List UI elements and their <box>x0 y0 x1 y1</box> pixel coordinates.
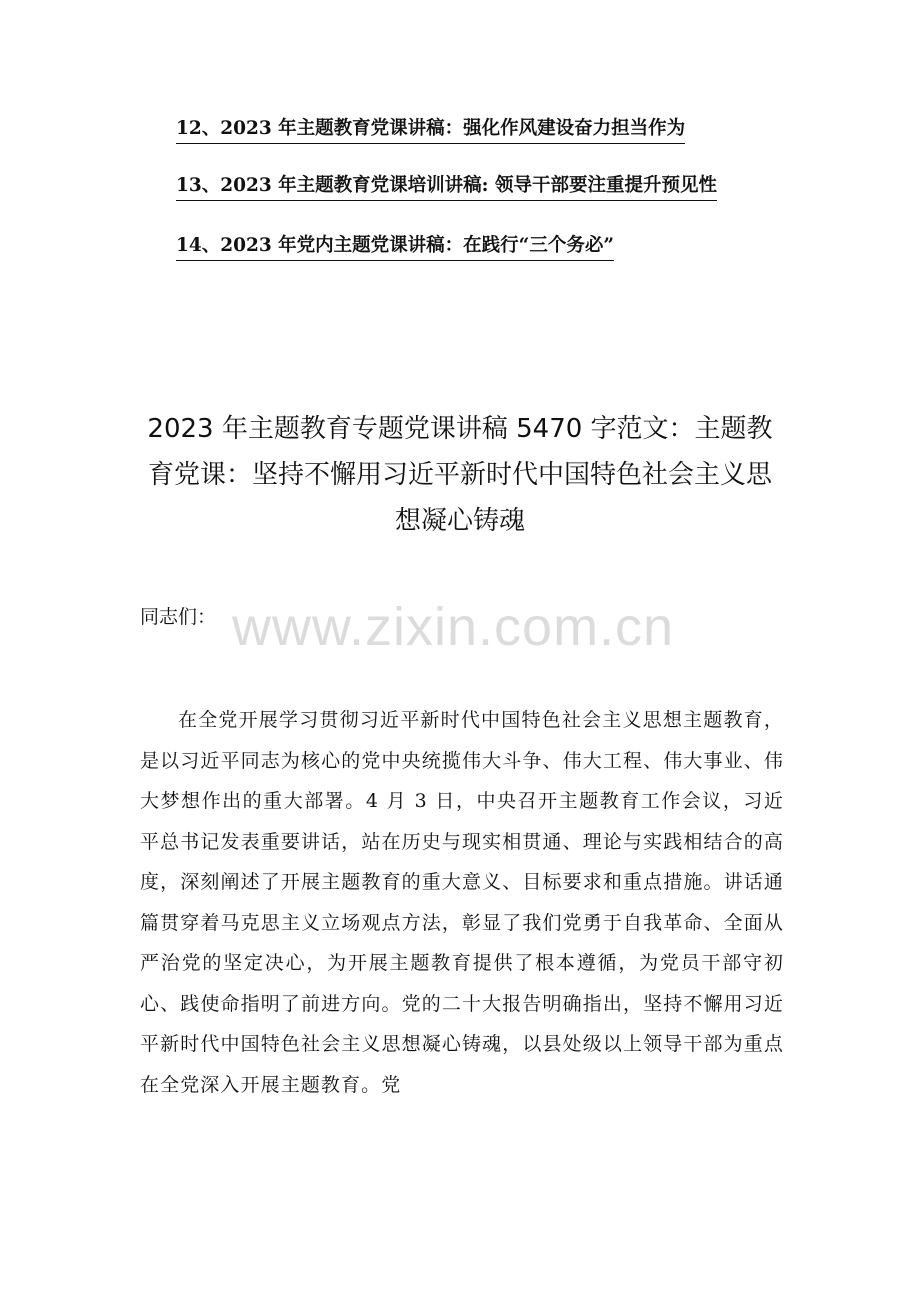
body-paragraph: 在全党开展学习贯彻习近平新时代中国特色社会主义思想主题教育，是以习近平同志为核心的党中央统揽伟大斗争、伟大工程、伟大事业、伟大梦想作出的重大部署。4 月 3 日，中央召开主题教育工作会议，习近平总书记发表重要讲话，站在历史与现实相贯通、理论与实践相结合的高度，深刻阐述了开展主题教育的重大意义、目标要求和重点措施。讲话通篇贯穿着马克思主义立场观点方法，彰显了我们党勇于自我革命、全面从严治党的坚定决心，为开展主题教育提供了根本遵循，为党员干部守初心、践使命指明了前进方向。党的二十大报告明确指出，坚持不懈用习近平新时代中国特色社会主义思想凝心铸魂，以县处级以上领导干部为重点在全党深入开展主题教育。党 <box>140 709 784 1096</box>
toc-link-13[interactable]: 13、2023 年主题教育党课培训讲稿: 领导干部要注重提升预见性 <box>176 175 717 201</box>
salutation: 同志们： <box>140 606 217 628</box>
toc-link-14[interactable]: 14、2023 年党内主题党课讲稿：在践行“三个务必” <box>176 235 614 261</box>
watermark: www.zixin.com.cn <box>232 597 675 657</box>
document-title: 2023 年主题教育专题党课讲稿 5470 字范文：主题教育党课：坚持不懈用习近平新时代中国特色社会主义思想凝心铸魂 <box>147 414 773 536</box>
toc-link-12[interactable]: 12、2023 年主题教育党课讲稿：强化作风建设奋力担当作为 <box>176 118 685 144</box>
table-of-contents <box>176 118 816 295</box>
